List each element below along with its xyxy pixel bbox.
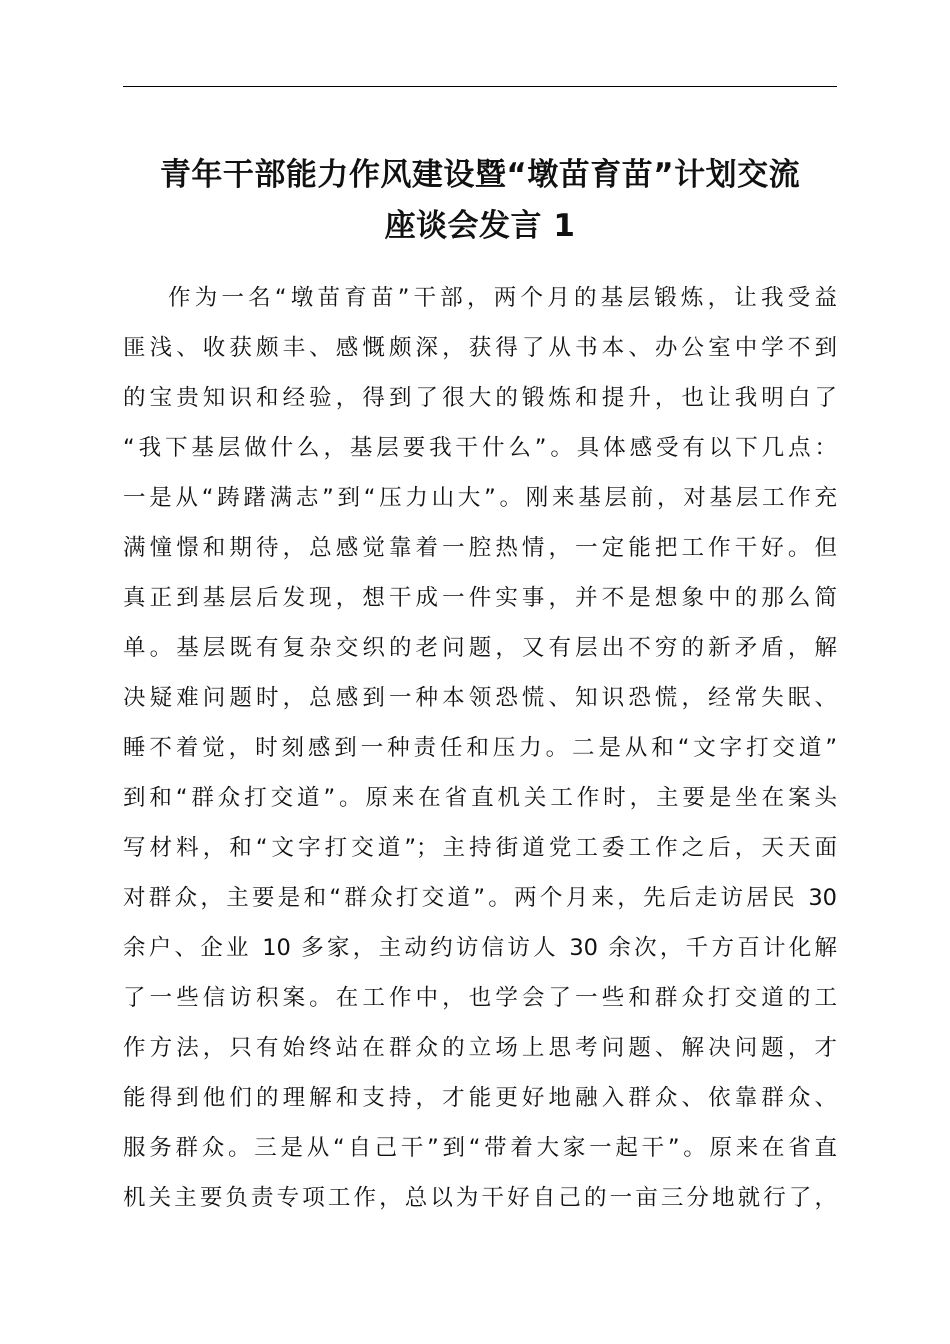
document-body <box>123 273 837 1223</box>
body-line: 满憧憬和期待，总感觉靠着一腔热情，一定能把工作干好。但 <box>123 535 837 561</box>
body-line: 机关主要负责专项工作，总以为干好自己的一亩三分地就行了， <box>123 1185 837 1211</box>
body-line: 对群众，主要是和“群众打交道”。两个月来，先后走访居民 30 <box>123 885 837 911</box>
body-line: 的宝贵知识和经验，得到了很大的锻炼和提升，也让我明白了 <box>123 385 837 411</box>
body-line: 真正到基层后发现，想干成一件实事，并不是想象中的那么简 <box>123 585 837 611</box>
body-line: 了一些信访积案。在工作中，也学会了一些和群众打交道的工 <box>123 985 837 1011</box>
body-line: “我下基层做什么，基层要我干什么”。具体感受有以下几点： <box>123 435 837 461</box>
body-line: 到和“群众打交道”。原来在省直机关工作时，主要是坐在案头 <box>123 785 837 811</box>
body-line: 服务群众。三是从“自己干”到“带着大家一起干”。原来在省直 <box>123 1135 837 1161</box>
body-line: 决疑难问题时，总感到一种本领恐慌、知识恐慌，经常失眠、 <box>123 685 837 711</box>
body-line: 匪浅、收获颇丰、感慨颇深，获得了从书本、办公室中学不到 <box>123 335 837 361</box>
body-line: 写材料，和“文字打交道”；主持街道党工委工作之后，天天面 <box>123 835 837 861</box>
document-title <box>110 150 850 252</box>
title-line: 座谈会发言 1 <box>384 208 576 244</box>
body-line: 能得到他们的理解和支持，才能更好地融入群众、依靠群众、 <box>123 1085 837 1111</box>
body-line: 作为一名“墩苗育苗”干部，两个月的基层锻炼，让我受益 <box>168 285 837 311</box>
body-line: 单。基层既有复杂交织的老问题，又有层出不穷的新矛盾，解 <box>123 635 837 661</box>
body-line: 一是从“踌躇满志”到“压力山大”。刚来基层前，对基层工作充 <box>123 485 837 511</box>
body-line: 睡不着觉，时刻感到一种责任和压力。二是从和“文字打交道” <box>123 735 837 761</box>
body-line: 作方法，只有始终站在群众的立场上思考问题、解决问题，才 <box>123 1035 837 1061</box>
title-line: 青年干部能力作风建设暨“墩苗育苗”计划交流 <box>159 157 801 193</box>
header-rule <box>123 86 837 87</box>
body-line: 余户、企业 10 多家，主动约访信访人 30 余次，千方百计化解 <box>123 935 837 961</box>
